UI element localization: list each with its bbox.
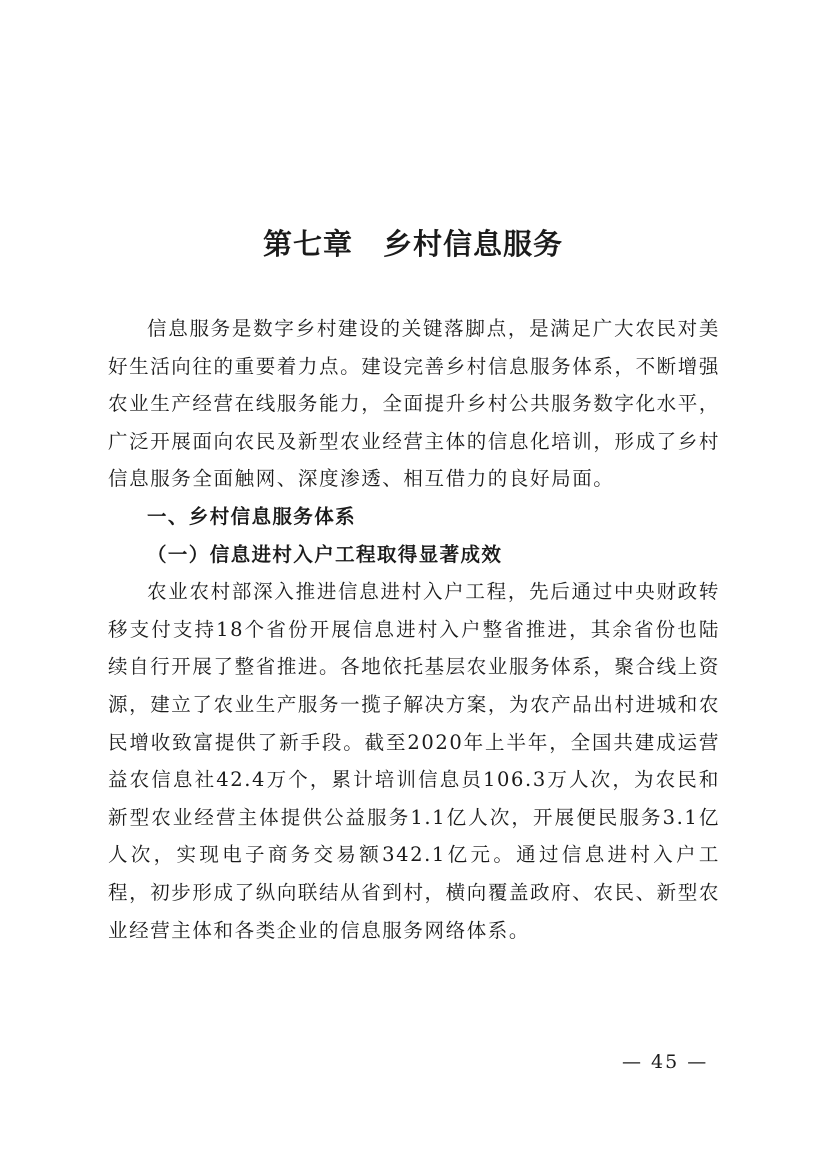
chapter-name: 乡村信息服务: [383, 227, 564, 261]
intro-paragraph: 信息服务是数字乡村建设的关键落脚点，是满足广大农民对美好生活向往的重要着力点。建设完善乡村信息服务体系，不断增强农业生产经营在线服务能力，全面提升乡村公共服务数字化水平，广泛开展面向农民及新型农业经营主体的信息化培训，形成了乡村信息服务全面触网、深度渗透、相互借力的良好局面。: [108, 317, 720, 491]
body-text: [108, 310, 720, 949]
subsection-heading: （一）信息进村入户工程取得显著成效: [147, 542, 503, 566]
section-heading: 一、乡村信息服务体系: [147, 504, 357, 528]
chapter-title: [0, 222, 826, 263]
subsection-paragraph: 农业农村部深入推进信息进村入户工程，先后通过中央财政转移支付支持18个省份开展信息进村入户整省推进，其余省份也陆续自行开展了整省推进。各地依托基层农业服务体系，聚合线上资源，建立了农业生产服务一揽子解决方案，为农产品出村进城和农民增收致富提供了新手段。截至2020年上半年，全国共建成运营益农信息社42.4万个，累计培训信息员106.3万人次，为农民和新型农业经营主体提供公益服务1.1亿人次，开展便民服务3.1亿人次，实现电子商务交易额342.1亿元。通过信息进村入户工程，初步形成了纵向联结从省到村，横向覆盖政府、农民、新型农业经营主体和各类企业的信息服务网络体系。: [108, 580, 720, 942]
chapter-number: 第七章: [262, 227, 353, 261]
page-number: — 45 —: [622, 1051, 709, 1073]
